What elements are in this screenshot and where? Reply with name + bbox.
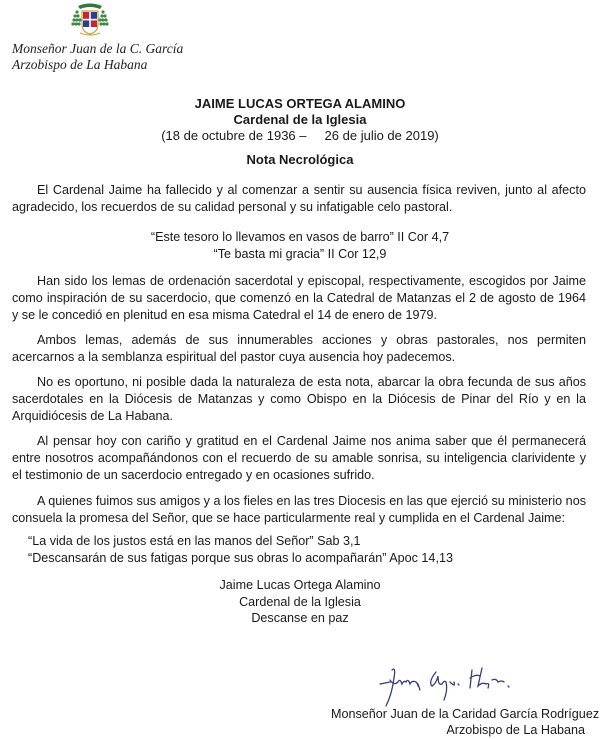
paragraph-3: Ambos lemas, además de sus innumerables acciones y obras pastorales, nos permiten acercarnos a la semblanza espiritual del pastor cuya ausencia hoy padecemos. <box>12 333 586 364</box>
ordination-mottos <box>0 229 600 263</box>
motto-episcopal: “Te basta mi gracia” II Cor 12,9 <box>213 247 387 261</box>
paragraph-2: Han sido los lemas de ordenación sacerdotal y episcopal, respectivamente, escogidos por Jaime como inspiración de su sacerdocio, que comenzó en la Catedral de Matanzas el 2 de agosto de 1964 y se le concedió en plenitud en esa misma Catedral el 14 de enero de 1979. <box>12 274 586 322</box>
closing-name: Jaime Lucas Ortega Alamino <box>219 578 381 592</box>
handwritten-signature <box>378 660 538 708</box>
signer-title: Arzobispo de La Habana <box>446 723 585 737</box>
deceased-name: JAIME LUCAS ORTEGA ALAMINO <box>194 96 406 111</box>
promise-quotes <box>28 533 453 567</box>
closing-title: Cardenal de la Iglesia <box>239 594 361 609</box>
letterhead-title: Arzobispo de La Habana <box>12 57 148 72</box>
paragraph-1: El Cardenal Jaime ha fallecido y al comenzar a sentir su ausencia física reviven, junto al afecto agradecido, los recuerdos de su calidad personal y su infatigable celo pastoral. <box>12 183 586 214</box>
coat-of-arms-icon <box>70 2 110 36</box>
closing-block <box>0 577 600 627</box>
letterhead-name: Monseñor Juan de la C. García <box>12 41 184 56</box>
paragraph-5: Al pensar hoy con cariño y gratitud en el Cardenal Jaime nos anima saber que él permanecerá entre nosotros acompañándonos con el recuerdo de su amable sonrisa, su inteligencia clarividente y el testimonio de un sacerdocio entregado y en ocasiones sufrido. <box>12 434 586 482</box>
closing-farewell: Descanse en paz <box>251 611 349 625</box>
paragraph-6: A quienes fuimos sus amigos y a los fieles en las tres Diocesis en las que ejerció su ministerio nos consuela la promesa del Señor, que se hace particularmente real y cumplida en el Cardenal Jaime: <box>12 494 586 525</box>
document-header <box>0 96 600 144</box>
promise-quote-2: “Descansarán de sus fatigas porque sus obras lo acompañarán” Apoc 14,13 <box>28 551 453 565</box>
signer-name: Monseñor Juan de la Caridad García Rodríguez <box>331 707 600 721</box>
promise-quote-1: “La vida de los justos está en las manos del Señor” Sab 3,1 <box>28 534 361 548</box>
signer-block <box>331 706 600 738</box>
note-title: Nota Necrológica <box>246 152 354 167</box>
letterhead <box>12 41 183 73</box>
life-dates: (18 de octubre de 1936 – 26 de julio de 2019) <box>161 128 439 143</box>
motto-priestly: “Este tesoro lo llevamos en vasos de barro” II Cor 4,7 <box>150 230 450 244</box>
deceased-title: Cardenal de la Iglesia <box>233 112 367 127</box>
paragraph-4: No es oportuno, ni posible dada la naturaleza de esta nota, abarcar la obra fecunda de sus años sacerdotales en la Diócesis de Matanzas y como Obispo en la Diócesis de Pinar del Río y en la Arquidiócesis de La Habana. <box>12 375 586 423</box>
